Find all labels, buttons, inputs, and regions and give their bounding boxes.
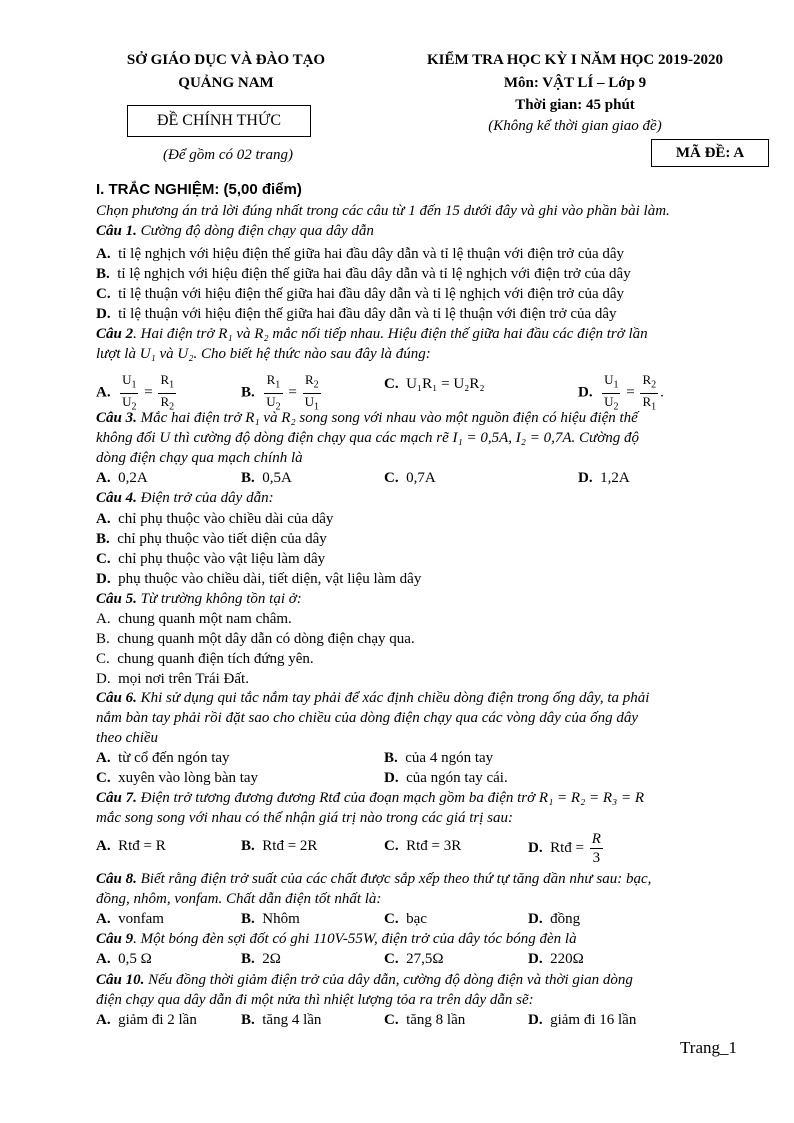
subject: Môn: VẬT LÍ – Lớp 9 xyxy=(503,75,647,91)
q2-option-b: B. $\frac{R_1}{U_2}$ = $\frac{R_2}{U_1}$ xyxy=(241,372,320,413)
q8-option-a: A. vonfam xyxy=(96,911,164,927)
duration-note: (Không kể thời gian giao đề) xyxy=(488,118,662,134)
province-name: QUẢNG NAM xyxy=(178,75,274,91)
q9-option-d: D. 220Ω xyxy=(528,951,584,967)
q5-option-b: B. chung quanh một dây dẫn có dòng điện chạy qua. xyxy=(96,631,415,647)
question-1: Câu 1. Cường độ dòng điện chạy qua dây dẫn xyxy=(96,223,374,239)
question-10-line2: điện chạy qua dây dẫn đi một nửa thì nhiệt lượng tỏa ra trên dây dẫn sẽ: xyxy=(96,992,534,1008)
q2-option-a: A. $\frac{U_1}{U_2}$ = $\frac{R_1}{R_2}$ xyxy=(96,372,175,413)
q4-option-d: D. phụ thuộc vào chiều dài, tiết diện, vật liệu làm dây xyxy=(96,571,422,587)
question-8: Câu 8. Biết rằng điện trở suất của các chất được sắp xếp theo thứ tự tăng dần như sau: bạc, xyxy=(96,871,652,887)
q8-option-d: D. đồng xyxy=(528,911,581,927)
question-6: Câu 6. Khi sử dụng qui tắc nắm tay phải để xác định chiều dòng điện trong ống dây, ta phải xyxy=(96,690,650,706)
q6-option-d: D. của ngón tay cái. xyxy=(384,770,508,786)
q8-option-b: B. Nhôm xyxy=(241,911,300,927)
question-3-line3: dòng điện chạy qua mạch chính là xyxy=(96,450,303,466)
q7-option-c: C. Rtđ = 3R xyxy=(384,838,462,854)
q1-option-c: C. tỉ lệ thuận với hiệu điện thế giữa hai đầu dây dẫn và tỉ lệ nghịch với điện trở của dây xyxy=(96,286,625,302)
duration: Thời gian: 45 phút xyxy=(515,97,635,113)
q5-option-c: C. chung quanh điện tích đứng yên. xyxy=(96,651,314,667)
exam-title: KIỂM TRA HỌC KỲ I NĂM HỌC 2019-2020 xyxy=(427,52,723,68)
question-9: Câu 9. Một bóng đèn sợi đốt có ghi 110V-55W, điện trở của dây tóc bóng đèn là xyxy=(96,931,577,947)
question-6-line2: nắm bàn tay phải rồi đặt sao cho chiều của dòng điện chạy qua các vòng dây của ống dây xyxy=(96,710,638,726)
question-5: Câu 5. Từ trường không tồn tại ở: xyxy=(96,591,302,607)
q6-option-c: C. xuyên vào lòng bàn tay xyxy=(96,770,259,786)
q4-option-a: A. chỉ phụ thuộc vào chiều dài của dây xyxy=(96,511,334,527)
exam-code: MÃ ĐỀ: A xyxy=(651,139,769,167)
q3-option-c: C. 0,7A xyxy=(384,470,436,486)
question-3-line2: không đổi U thì cường độ dòng điện chạy qua các mạch rẽ I₁ = 0,5A, I₂ = 0,7A. Cường độ xyxy=(96,430,639,446)
page-number: Trang_1 xyxy=(680,1038,737,1057)
instruction: Chọn phương án trả lời đúng nhất trong các câu từ 1 đến 15 dưới đây và ghi vào phần bài làm. xyxy=(96,203,670,219)
q6-option-b: B. của 4 ngón tay xyxy=(384,750,494,766)
question-2: Câu 2. Hai điện trở R₁ và R₂ mắc nối tiếp nhau. Hiệu điện thế giữa hai đầu các điện trở lần xyxy=(96,326,648,342)
section-title: I. TRẮC NGHIỆM: (5,00 điểm) xyxy=(96,181,302,198)
q10-option-a: A. giảm đi 2 lần xyxy=(96,1012,197,1028)
q1-option-d: D. tỉ lệ thuận với hiệu điện thế giữa hai đầu dây dẫn và tỉ lệ thuận với điện trở của dây xyxy=(96,306,617,322)
q3-option-b: B. 0,5A xyxy=(241,470,292,486)
q9-option-b: B. 2Ω xyxy=(241,951,281,967)
q9-option-c: C. 27,5Ω xyxy=(384,951,444,967)
q2-option-c: C. U₁R₁ = U₂R₂ xyxy=(384,376,485,392)
q7-option-d: D. Rtđ = $\frac{R}{3}$ xyxy=(528,831,601,866)
q4-option-c: C. chỉ phụ thuộc vào vật liệu làm dây xyxy=(96,551,326,567)
q8-option-c: C. bạc xyxy=(384,911,427,927)
q7-option-a: A. Rtđ = R xyxy=(96,838,166,854)
q2-option-d: D. $\frac{U_1}{U_2}$ = $\frac{R_2}{R_1}$ . xyxy=(578,372,664,413)
question-3: Câu 3. Mắc hai điện trở R₁ và R₂ song song với nhau vào một nguồn điện có hiệu điện thế xyxy=(96,410,638,426)
question-7-line2: mắc song song với nhau có thể nhận giá trị nào trong các giá trị sau: xyxy=(96,810,514,826)
q6-option-a: A. từ cổ đến ngón tay xyxy=(96,750,230,766)
q4-option-b: B. chỉ phụ thuộc vào tiết diện của dây xyxy=(96,531,327,547)
question-8-line2: đồng, nhôm, vonfam. Chất dẫn điện tốt nhất là: xyxy=(96,891,382,907)
dept-name: SỞ GIÁO DỤC VÀ ĐÀO TẠO xyxy=(126,52,326,68)
question-2-line2: lượt là U₁ và U₂. Cho biết hệ thức nào sau đây là đúng: xyxy=(96,346,431,362)
question-7: Câu 7. Điện trở tương đương đương Rtđ của đoạn mạch gồm ba điện trở R₁ = R₂ = R₃ = R xyxy=(96,790,645,806)
question-4: Câu 4. Điện trở của dây dẫn: xyxy=(96,490,274,506)
q9-option-a: A. 0,5 Ω xyxy=(96,951,152,967)
q1-option-a: A. tỉ lệ nghịch với hiệu điện thế giữa hai đầu dây dẫn và tỉ lệ thuận với điện trở của dây xyxy=(96,246,625,262)
question-10: Câu 10. Nếu đồng thời giảm điện trở của dây dẫn, cường độ dòng điện và thời gian dòng xyxy=(96,972,633,988)
official-box: ĐỀ CHÍNH THỨC xyxy=(127,105,311,137)
q7-option-b: B. Rtđ = 2R xyxy=(241,838,318,854)
page-count: (Để gồm có 02 trang) xyxy=(163,147,293,163)
q5-option-d: D. mọi nơi trên Trái Đất. xyxy=(96,671,249,687)
q3-option-a: A. 0,2A xyxy=(96,470,148,486)
q10-option-c: C. tăng 8 lần xyxy=(384,1012,466,1028)
q1-option-b: B. tỉ lệ nghịch với hiệu điện thế giữa hai đầu dây dẫn và tỉ lệ nghịch với điện trở của dây xyxy=(96,266,631,282)
q10-option-b: B. tăng 4 lần xyxy=(241,1012,322,1028)
q5-option-a: A. chung quanh một nam châm. xyxy=(96,611,292,627)
q3-option-d: D. 1,2A xyxy=(578,470,630,486)
question-6-line3: theo chiều xyxy=(96,730,159,746)
q10-option-d: D. giảm đi 16 lần xyxy=(528,1012,637,1028)
